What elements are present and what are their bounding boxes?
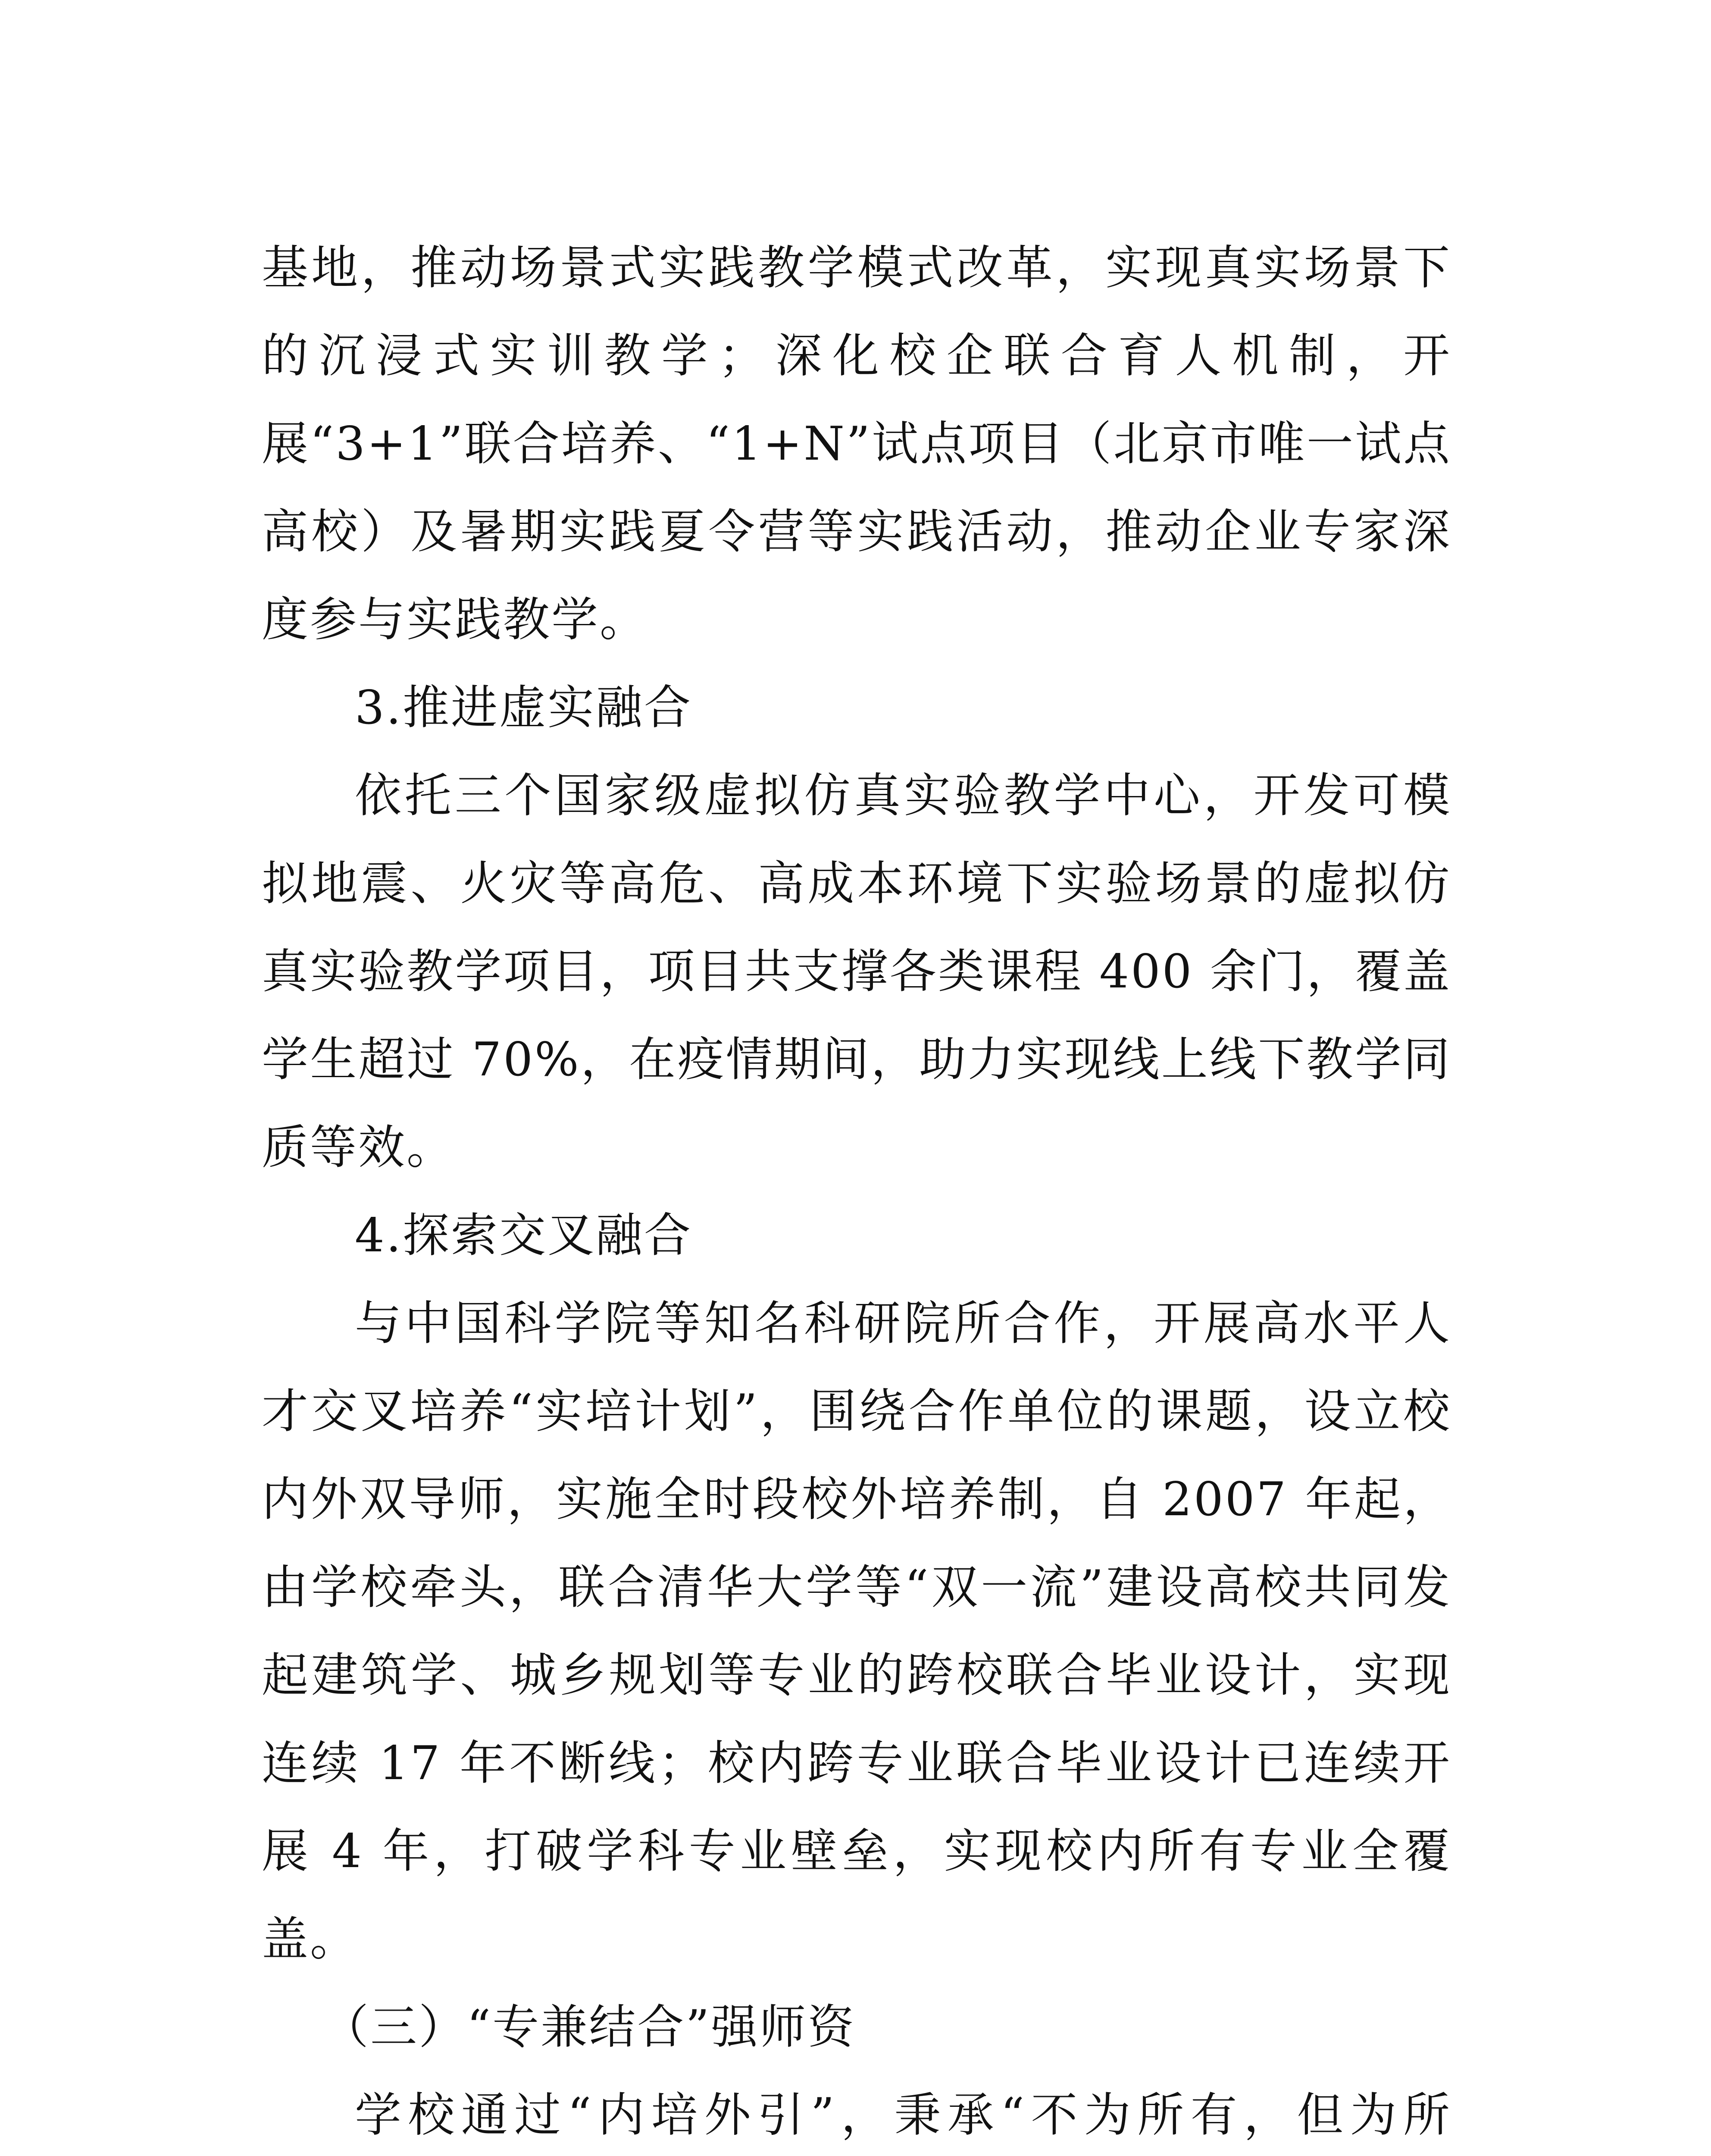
paragraph: 学校通过“内培外引”，秉承“不为所有，但为所 [355,2088,1451,2142]
paragraph: 与中国科学院等知名科研院所合作，开展高水平人才交叉培养“实培计划”，围绕合作单位的课题，设立校内外双导师，实施全时段校外培养制，自 2007 年起，由学校牵头，联合清华大学等“双一流”建设高校共同发起建筑学、城乡规划等专业的跨校联合毕业设计，实现连续 17 年不断线；校内跨专业联合毕业设计已连续开展 4 年，打破学科专业壁垒，实现校内所有专业全覆盖。 [262,1297,1451,1966]
chapter-subheading: （三）“专兼结合”强师资 [322,2000,856,2054]
paragraph-continued: 基地，推动场景式实践教学模式改革，实现真实场景下的沉浸式实训教学；深化校企联合育人机制，开展“3+1”联合培养、“1+N”试点项目（北京市唯一试点高校）及暑期实践夏令营等实践活动，推动企业专家深度参与实践教学。 [262,241,1451,647]
section-heading: 4.探索交叉融合 [355,1209,693,1263]
paragraph: 依托三个国家级虚拟仿真实验教学中心，开发可模拟地震、火灾等高危、高成本环境下实验场景的虚拟仿真实验教学项目，项目共支撑各类课程 400 余门，覆盖学生超过 70%，在疫情期间，助力实现线上线下教学同质等效。 [262,769,1451,1175]
section-heading: 3.推进虚实融合 [355,681,693,735]
body-text [262,224,1451,2156]
